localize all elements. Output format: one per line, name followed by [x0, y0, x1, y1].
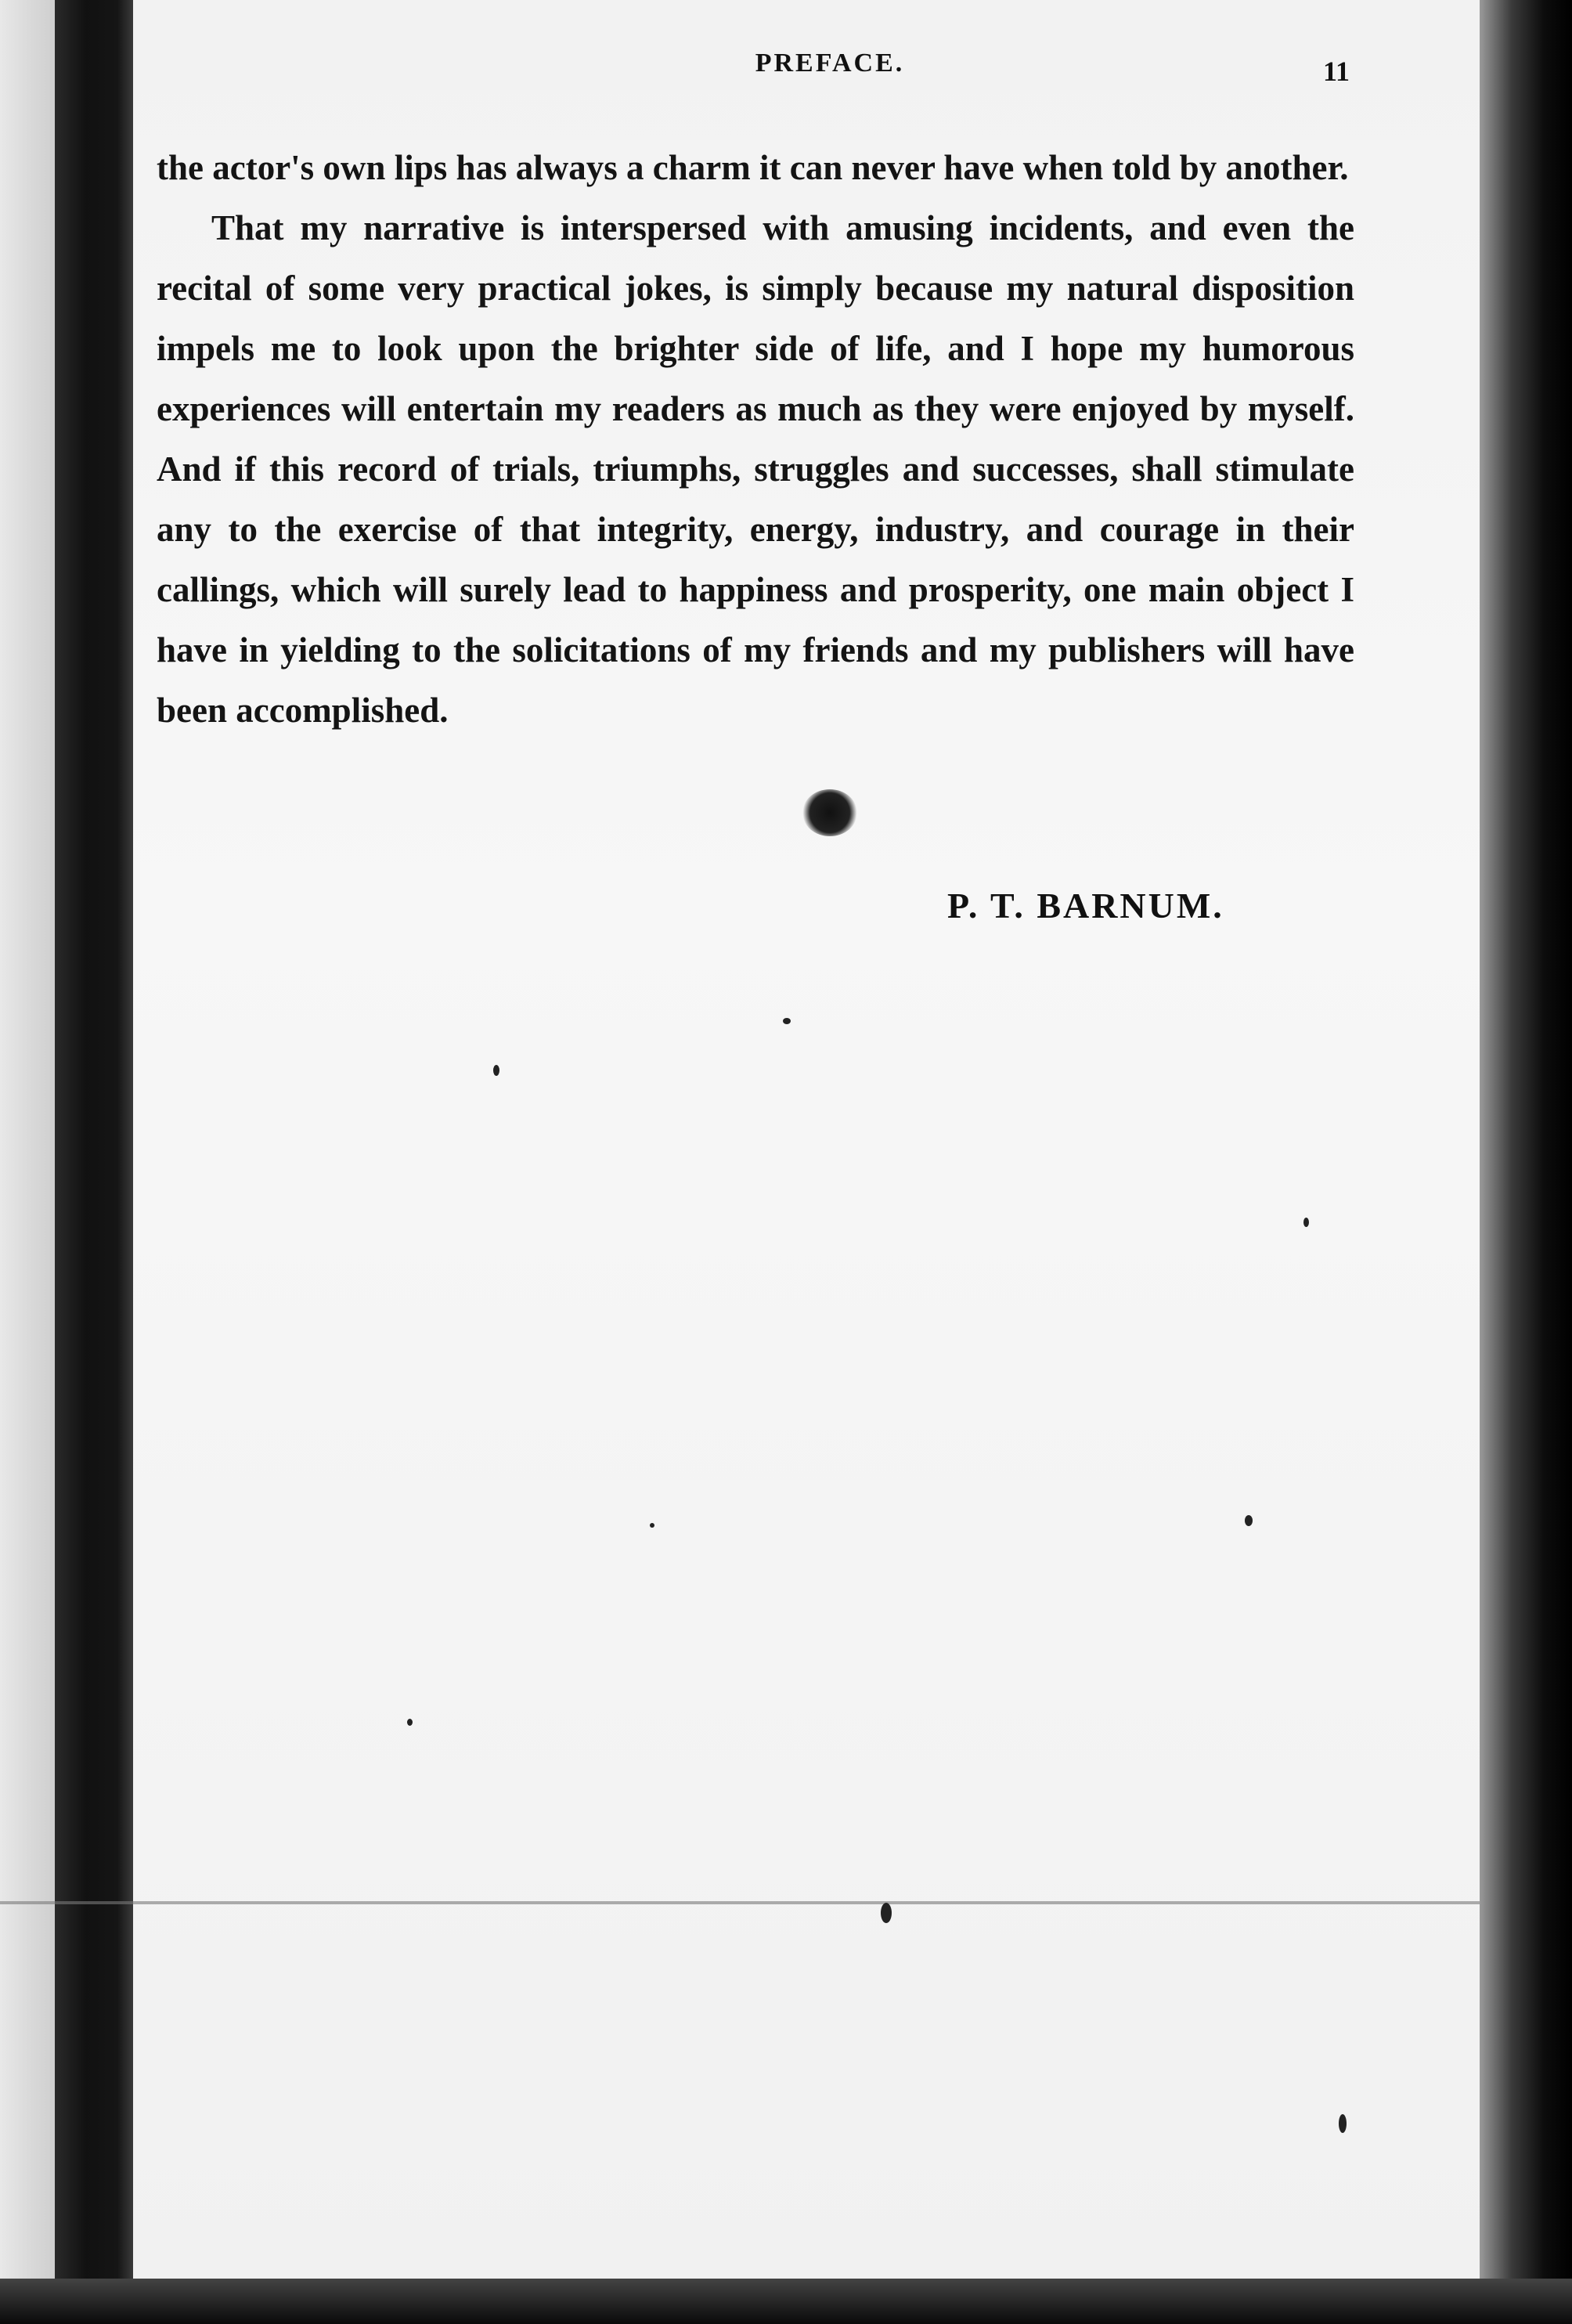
author-signature: P. T. BARNUM.: [947, 886, 1224, 926]
dust-speck: [1339, 2114, 1347, 2133]
dust-speck: [407, 1719, 413, 1726]
dust-speck: [1245, 1515, 1253, 1526]
preface-text: [157, 138, 1354, 741]
dust-speck: [783, 1018, 791, 1024]
paragraph: That my narrative is interspersed with amusing incidents, and even the recital of some very practical jokes, is simply because my natural disposition impels me to look upon the brighter side of life, and I hope my humorous experiences will entertain my readers as much as they were enjoyed by myself. And if this record of trials, triumphs, struggles and successes, shall stimulate any to the exercise of that integrity, energy, industry, and courage in their callings, which will surely lead to happiness and prosperity, one main object I have in yielding to the solicitations of my friends and my publishers will have been accomplished.: [157, 208, 1354, 730]
page-edge-shadow: [1480, 0, 1572, 2324]
ink-blot: [802, 789, 857, 836]
dust-speck: [650, 1523, 654, 1528]
book-gutter-shadow: [55, 0, 133, 2324]
bottom-shadow: [0, 2279, 1572, 2324]
dust-speck: [1303, 1218, 1309, 1227]
running-head: [133, 49, 1480, 96]
facing-page-edge: [0, 0, 55, 2324]
running-head-title: PREFACE.: [755, 49, 905, 78]
dust-speck: [881, 1903, 892, 1923]
scan-artifact-line: [0, 1901, 1480, 1904]
page-number: 11: [1323, 56, 1350, 87]
paragraph-continuation: the actor's own lips has always a charm it can never have when told by another.: [157, 148, 1349, 187]
dust-speck: [493, 1065, 499, 1076]
